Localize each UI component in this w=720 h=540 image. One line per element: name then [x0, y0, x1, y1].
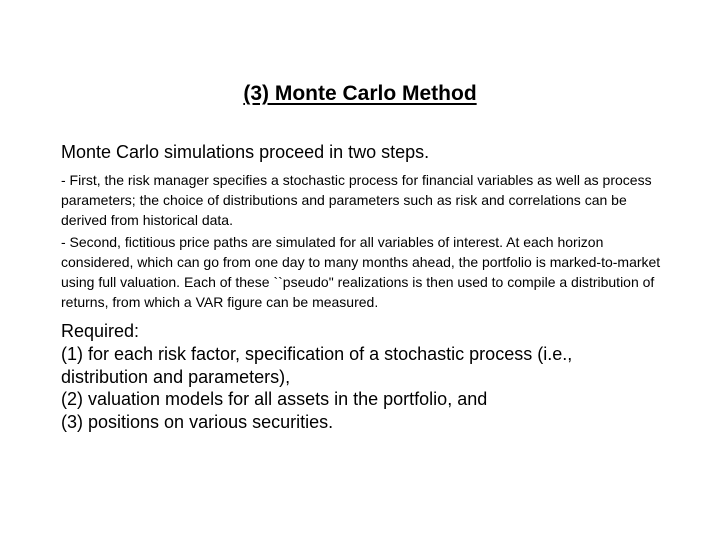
step-second: - Second, fictitious price paths are simulated for all variables of interest. At each horizon considered, which can go from one day to many months ahead, the portfolio is marked-to-market using full valuation. Each of these ``pseudo" realizations is then used to compile a distribution of returns, from which a VAR figure can be measured.: [61, 234, 661, 310]
requirement-item: (1) for each risk factor, specification of a stochastic process (i.e.,: [61, 343, 573, 364]
step-first: - First, the risk manager specifies a stochastic process for financial variables as well as process parameters; the choice of distributions and parameters such as risk and correlations can be derived from historical data.: [61, 172, 652, 228]
requirement-item: (2) valuation models for all assets in the portfolio, and: [61, 389, 488, 410]
requirement-item: distribution and parameters),: [61, 366, 291, 387]
slide-title: (3) Monte Carlo Method: [243, 82, 477, 105]
requirements-heading: Required:: [61, 321, 140, 341]
intro-text: Monte Carlo simulations proceed in two steps.: [61, 142, 430, 162]
requirement-item: (3) positions on various securities.: [61, 412, 334, 433]
requirements-block: [61, 320, 681, 434]
